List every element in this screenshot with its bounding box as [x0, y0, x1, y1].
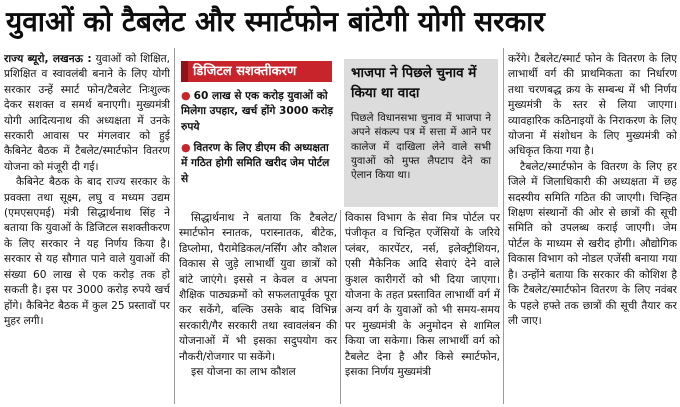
article-para-5: विकास विभाग के सेवा मित्र पोर्टल पर पंजीकृत व चिन्हित एजेंसियों के जरिये प्लंबर, कारपेंटर, नर्स, इलेक्ट्रीशियन, एसी मैकेनिक आदि सेवाएं देने वाले कुशल कारीगरों को भी दिया जाएगा। योजना के तहत प्रस्तावित लाभार्थी वर्ग में अन्य वर्ग के युवाओं को भी समय-समय पर मुख्यमंत्री के अनुमोदन से शामिल किया जा सकेगा। किस लाभार्थी वर्ग को टैबलेट देना है और किसे स्मार्टफोन, इसका निर्णय मुख्यमंत्री	[345, 212, 500, 379]
bullet-dot-icon: ●	[181, 89, 191, 102]
article-column-2	[179, 211, 337, 404]
article-column-4	[508, 52, 677, 404]
sidebar-box-text: पिछले विधानसभा चुनाव में भाजपा ने अपने संकल्प पत्र में सत्ता में आने पर कालेज में दाखिला लेने वाले सभी युवाओं को मुफ्त लैपटाप देने का ऐलान किया था।	[351, 113, 491, 182]
article-column-1	[4, 52, 170, 404]
column-divider	[503, 48, 504, 404]
article-para-7: टैबलेट/स्मार्टफोन के वितरण के लिए हर जिले में जिलाधिकारी की अध्यक्षता में छह सदस्यीय समिति गठित की जाएगी। चिन्हित शिक्षण संस्थानों की ओर से छात्रों की सूची समिति को उपलब्ध कराई जाएगी। जेम पोर्टल के माध्यम से खरीद होगी। औद्योगिक विकास विभाग को नोडल एजेंसी बनाया गया है। उन्होंने बताया कि सरकार की कोशिश है कि टैबलेट/स्मार्टफोन वितरण के लिए नवंबर के पहले हफ्ते तक छात्रों की सूची तैयार कर ली जाए।	[508, 160, 677, 327]
article-para-4: इस योजना का लाभ कौशल	[191, 366, 296, 379]
bullet-dot-icon: ●	[181, 141, 191, 154]
byline: राज्य ब्यूरो, लखनऊ :	[4, 53, 92, 65]
bullet-item-2: ● वितरण के लिए डीएम की अध्यक्षता में गठित होगी समिति खरीद जेम पोर्टल से	[181, 141, 330, 185]
article-para-1: युवाओं को शिक्षित, प्रशिक्षित व स्वावलंबी बनाने के लिए योगी सरकार उन्हें स्मार्ट फोन/टैबलेट निःशुल्क देकर सशक्त व समर्थ बनाएगी। मुख्यमंत्री योगी आदित्यनाथ की अध्यक्षता में उनके सरकारी आवास पर मंगलवार को हुई कैबिनेट बैठक में टैबलेट/स्मार्टफोन वितरण योजना को मंजूरी दी गई।	[4, 53, 170, 173]
article-column-3	[345, 211, 500, 404]
article-para-3: सिद्धार्थनाथ ने बताया कि टैबलेट/स्मार्टफोन स्नातक, परास्नातक, बीटेक, डिप्लोमा, पैरामेडिकल/नर्सिंग और कौशल विकास से जुड़े लाभार्थी युवा छात्रों को बांटे जाएंगे। इससे न केवल व अपना शैक्षिक पाठ्यक्रमों को सफलतापूर्वक पूरा कर सकेंगे, बल्कि उसके बाद विभिन्न सरकारी/गैर सरकारी तथा स्वावलंबन की योजनाओं में भी इसका सदुपयोग कर नौकरी/रोजगार पा सकेंगे।	[179, 212, 337, 363]
box-ribbon-title: डिजिटल सशक्तीकरण	[181, 61, 332, 82]
sidebar-box	[344, 59, 498, 207]
article-para-2: कैबिनेट बैठक के बाद राज्य सरकार के प्रवक्ता तथा सूक्ष्म, लघु व मध्यम उद्यम (एमएसएमई) मंत्री सिद्धार्थनाथ सिंह ने बताया कि युवाओं के डिजिटल सशक्तीकरण के लिए सरकार ने यह निर्णय किया है। सरकार से यह सौगात पाने वाले युवाओं की संख्या 60 लाख से एक करोड़ तक हो सकती है। इस पर 3000 करोड़ रुपये खर्च होंगे। कैबिनेट बैठक में कुल 25 प्रस्तावों पर मुहर लगी।	[4, 176, 170, 327]
column-divider	[174, 48, 175, 404]
article-para-6: करेंगे। टैबलेट/स्मार्ट फोन के वितरण के लिए लाभार्थी वर्ग की प्राथमिकता का निर्धारण तथा चरणबद्ध क्रय के सम्बन्ध में भी निर्णय मुख्यमंत्री के स्तर से लिया जाएगा। व्यावहारिक कठिनाइयों के निराकरण के लिए योजना में संशोधन के लिए मुख्यमंत्री को अधिकृत किया गया है।	[508, 53, 677, 158]
headline: युवाओं को टैबलेट और स्मार्टफोन बांटेगी योगी सरकार	[6, 5, 545, 38]
sidebar-box-title: भाजपा ने पिछले चुनाव में किया था वादा	[351, 65, 477, 101]
bullet-item-1: ● 60 लाख से एक करोड़ युवाओं को मिलेगा उपहार, खर्च होंगे 3000 करोड़ रुपये	[181, 89, 334, 133]
column-divider	[340, 210, 341, 404]
